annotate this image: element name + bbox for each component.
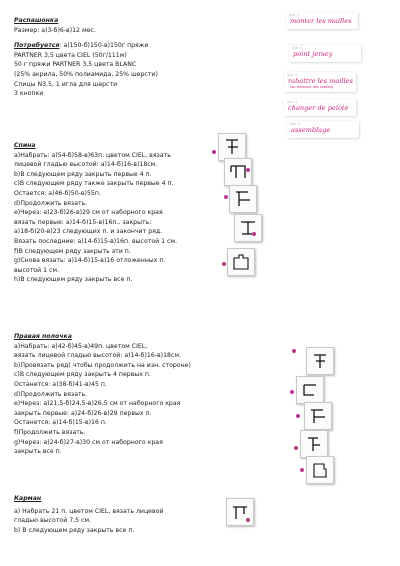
front-line: закрыть первые: а)24-б)26-в)29 первых п. — [14, 409, 152, 417]
legend-card-bind-off — [284, 72, 356, 92]
continue-symbol-icon — [304, 434, 324, 454]
materials-line-0: : а)150-б)150-в)150г пряжи — [59, 42, 149, 50]
legend-label: changer de pelote — [288, 104, 349, 112]
legend-label: assemblage — [291, 126, 331, 134]
legend-step-number: Шаг 2 — [292, 46, 303, 50]
legend-step-number: Шаг 4 — [287, 100, 298, 104]
legend-sublabel: (au diminuer des mailles) — [290, 85, 334, 89]
cast-on-symbol-icon — [310, 351, 330, 371]
step-marker-dot — [222, 262, 226, 266]
legend-label: rabattre les mailles — [288, 77, 353, 85]
pocket-line: а) Набрать 21 п. цветом CIEL, вязать лицевой — [14, 507, 164, 515]
step-marker-dot — [246, 168, 250, 172]
pocket-line: гладью высотой 7,5 см. — [14, 517, 92, 525]
size-line: Размер: а)3-б)6-в)12 мес. — [14, 26, 96, 34]
step-marker-dot — [212, 150, 216, 154]
pocket-line: b) В следующем ряду закрыть все п. — [14, 526, 135, 534]
back-step-c-diagram — [229, 185, 257, 213]
front-line: закрыть все п. — [14, 448, 62, 456]
front-step-b-diagram — [296, 376, 324, 404]
front-line: b)Провязать ряд( чтобы продолжить на изн. стороне) — [14, 361, 191, 369]
front-line: а)Набрать: а)42-б)45-в)49п. цветом CIEL, — [14, 342, 148, 350]
back-line: высотой 1 см. — [14, 266, 60, 274]
step-marker-dot — [246, 518, 250, 522]
back-line: c)В следующем ряду также закрыть первые 4 п. — [14, 180, 174, 188]
materials-line-1: PARTNER 3,5 цвета CIEL (50г/111м) — [14, 51, 127, 59]
purl-row-symbol-icon — [300, 380, 320, 400]
legend-card-stockinette — [289, 45, 361, 62]
legend-card-assembly — [287, 121, 359, 138]
front-line: Останется: а)14-б)15-в)16 п. — [14, 419, 107, 427]
front-step-a-diagram — [306, 347, 334, 375]
step-marker-dot — [252, 232, 256, 236]
step-marker-dot — [296, 414, 300, 418]
back-title: Спина — [14, 142, 36, 149]
front-step-e-diagram — [306, 456, 334, 484]
materials-line-2: 50 г пряжи PARTNER 3,5 цвета BLANC — [14, 61, 137, 69]
legend-card-change-yarn — [284, 99, 356, 116]
front-shape-icon — [310, 460, 330, 480]
back-step-e-diagram — [227, 248, 255, 276]
back-line: а)Набрать: а)54-б)58-в)63п. цветом CIEL, вязать — [14, 151, 171, 159]
legend-step-number: Шаг 3 — [287, 73, 298, 77]
pocket-section — [14, 494, 163, 535]
legend-label: monter les mailles — [290, 17, 352, 25]
back-line: h)В следующем ряду закрыть все п. — [14, 276, 133, 284]
cast-on-symbol-icon — [222, 137, 242, 157]
front-title: Правая полочка — [14, 333, 72, 340]
back-line: d)Продолжить вязать. — [14, 199, 88, 207]
back-shape-icon — [231, 252, 251, 272]
back-line: g)Снова вязать: а)14-б)15-в)16 отложенных п. — [14, 257, 166, 265]
back-line: e)Через: а)23-б)26-в)29 см от наборного края — [14, 209, 163, 217]
materials-line-4: Спицы N3,5, 1 игла для шерсти — [14, 80, 118, 88]
bind-off-symbol-icon — [233, 189, 253, 209]
pocket-title: Карман — [14, 495, 42, 502]
materials-line-5: 3 кнопки — [14, 90, 44, 98]
front-line: e)Через: а)21,5-б)24,5-в)26,5 см от наборного края — [14, 400, 181, 408]
back-step-a-diagram — [218, 133, 246, 161]
back-line: лицевой гладью высотой: а)14-б)16-в)18см. — [14, 161, 158, 169]
stockinette-symbol-icon — [228, 162, 248, 182]
front-line: f)Продолжить вязать. — [14, 428, 86, 436]
front-line: вязать лицевой гладью высотой: а)14-б)16-в)18см. — [14, 352, 181, 360]
step-marker-dot — [290, 390, 294, 394]
legend-card-cast-on — [286, 12, 358, 29]
garment-title: Распашонка — [14, 17, 59, 24]
back-section — [14, 141, 177, 285]
legend-step-number: Шаг 1 — [289, 13, 300, 17]
back-step-b-diagram — [224, 158, 252, 186]
step-marker-dot — [300, 468, 304, 472]
intro-section — [14, 16, 158, 99]
step-marker-dot — [224, 195, 228, 199]
back-line: Вязать последние: а)14-б)15-в)16п. высотой 1 см. — [14, 237, 178, 245]
step-marker-dot — [294, 446, 298, 450]
front-section — [14, 332, 191, 457]
step-marker-dot — [292, 349, 296, 353]
back-line: Остается: а)46-б)50-в)55п. — [14, 189, 101, 197]
front-line: g)Через: а)24-б)27-в)30 см от наборного края — [14, 438, 163, 446]
front-step-c-diagram — [304, 402, 332, 430]
materials-label: Потребуется — [14, 42, 60, 50]
pocket-step-diagram — [226, 498, 254, 526]
back-line: а)18-б)20-в)23 следующих п. и закончит ряд. — [14, 228, 163, 236]
materials-line-3: (25% акрила, 50% полиамида, 25% шерсти) — [14, 70, 158, 78]
bind-off-symbol-icon — [308, 406, 328, 426]
front-step-d-diagram — [300, 430, 328, 458]
front-line: c)В следующем ряду закрыть 4 первых п. — [14, 371, 151, 379]
legend-step-number: Шаг 5 — [290, 122, 301, 126]
back-step-d-diagram — [234, 214, 262, 242]
front-line: Останется: а)38-б)41-в)45 п. — [14, 380, 107, 388]
legend-label: point jersey — [293, 50, 333, 58]
back-line: b)В следующем ряду закрыть первые 4 п. — [14, 170, 152, 178]
back-line: вязать первые: а)14-б)15-в)16п., закрыть: — [14, 218, 152, 226]
back-line: f)В следующем ряду закрыть эти п. — [14, 247, 131, 255]
front-line: d)Продолжить вязать. — [14, 390, 88, 398]
